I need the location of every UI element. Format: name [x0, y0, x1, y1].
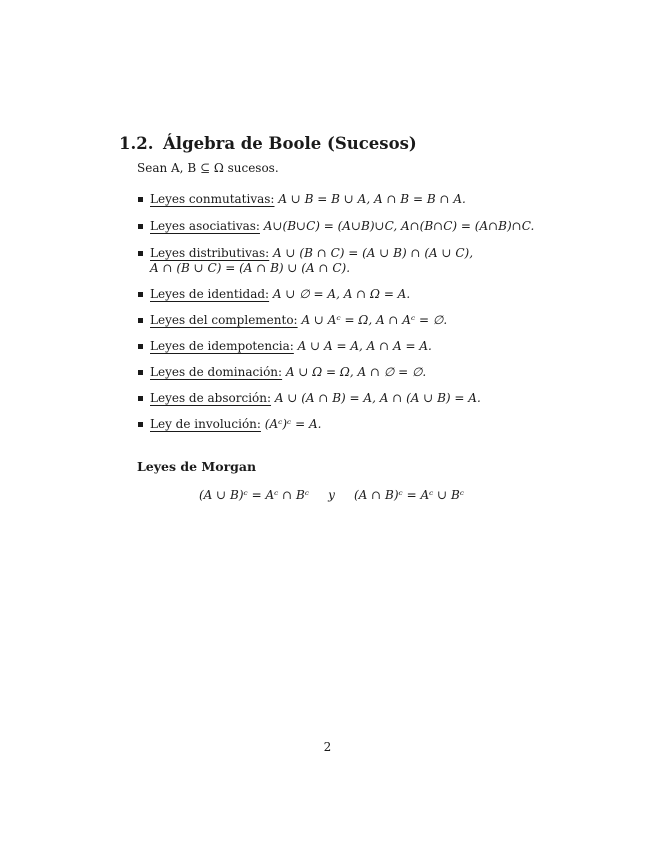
law-name: Leyes de absorción:: [150, 391, 272, 405]
list-item: [137, 313, 557, 328]
list-item: [137, 391, 557, 406]
law-formula: A ∪ ∅ = A, A ∩ Ω = A.: [272, 287, 411, 301]
law-formula: A ∪ Ω = Ω, A ∩ ∅ = ∅.: [285, 365, 427, 379]
law-name: Ley de involución:: [150, 417, 261, 431]
morgan-heading: Leyes de Morgan: [137, 459, 257, 474]
intro-text: Sean A, B ⊆ Ω sucesos.: [137, 161, 279, 175]
law-name: Leyes de idempotencia:: [150, 339, 294, 353]
law-formula: A ∪ Aᶜ = Ω, A ∩ Aᶜ = ∅.: [301, 313, 448, 327]
law-formula: A ∪ (A ∩ B) = A, A ∩ (A ∪ B) = A.: [274, 391, 481, 405]
law-name: Leyes de identidad:: [150, 287, 270, 301]
morgan-formula: (A ∪ B)ᶜ = Aᶜ ∩ Bᶜ y (A ∩ B)ᶜ = Aᶜ ∪ Bᶜ: [199, 488, 465, 502]
law-name: Leyes asociativas:: [150, 219, 260, 233]
section-number: 1.2.: [119, 134, 154, 153]
laws-list: [137, 192, 557, 432]
law-formula: A ∪ B = B ∪ A, A ∩ B = B ∩ A.: [278, 192, 466, 206]
list-item: [137, 339, 557, 354]
list-item: [137, 365, 557, 380]
list-item: [137, 219, 557, 234]
list-item: [137, 417, 557, 432]
law-formula-line2: A ∩ (B ∪ C) = (A ∩ B) ∪ (A ∩ C).: [150, 261, 351, 275]
page-number: 2: [323, 740, 332, 754]
law-name: Leyes del complemento:: [150, 313, 298, 327]
section-heading: [119, 134, 417, 153]
list-item: [137, 246, 557, 276]
law-formula: A ∪ A = A, A ∩ A = A.: [297, 339, 432, 353]
list-item: [137, 287, 557, 302]
law-name: Leyes conmutativas:: [150, 192, 275, 206]
law-formula: (Aᶜ)ᶜ = A.: [264, 417, 322, 431]
law-formula: A∪(B∪C) = (A∪B)∪C, A∩(B∩C) = (A∩B)∩C.: [263, 219, 535, 233]
law-name: Leyes distributivas:: [150, 246, 270, 260]
section-title: Álgebra de Boole (Sucesos): [163, 134, 417, 153]
law-formula: A ∪ (B ∩ C) = (A ∪ B) ∩ (A ∪ C),: [273, 246, 474, 260]
list-item: [137, 192, 557, 207]
law-name: Leyes de dominación:: [150, 365, 283, 379]
